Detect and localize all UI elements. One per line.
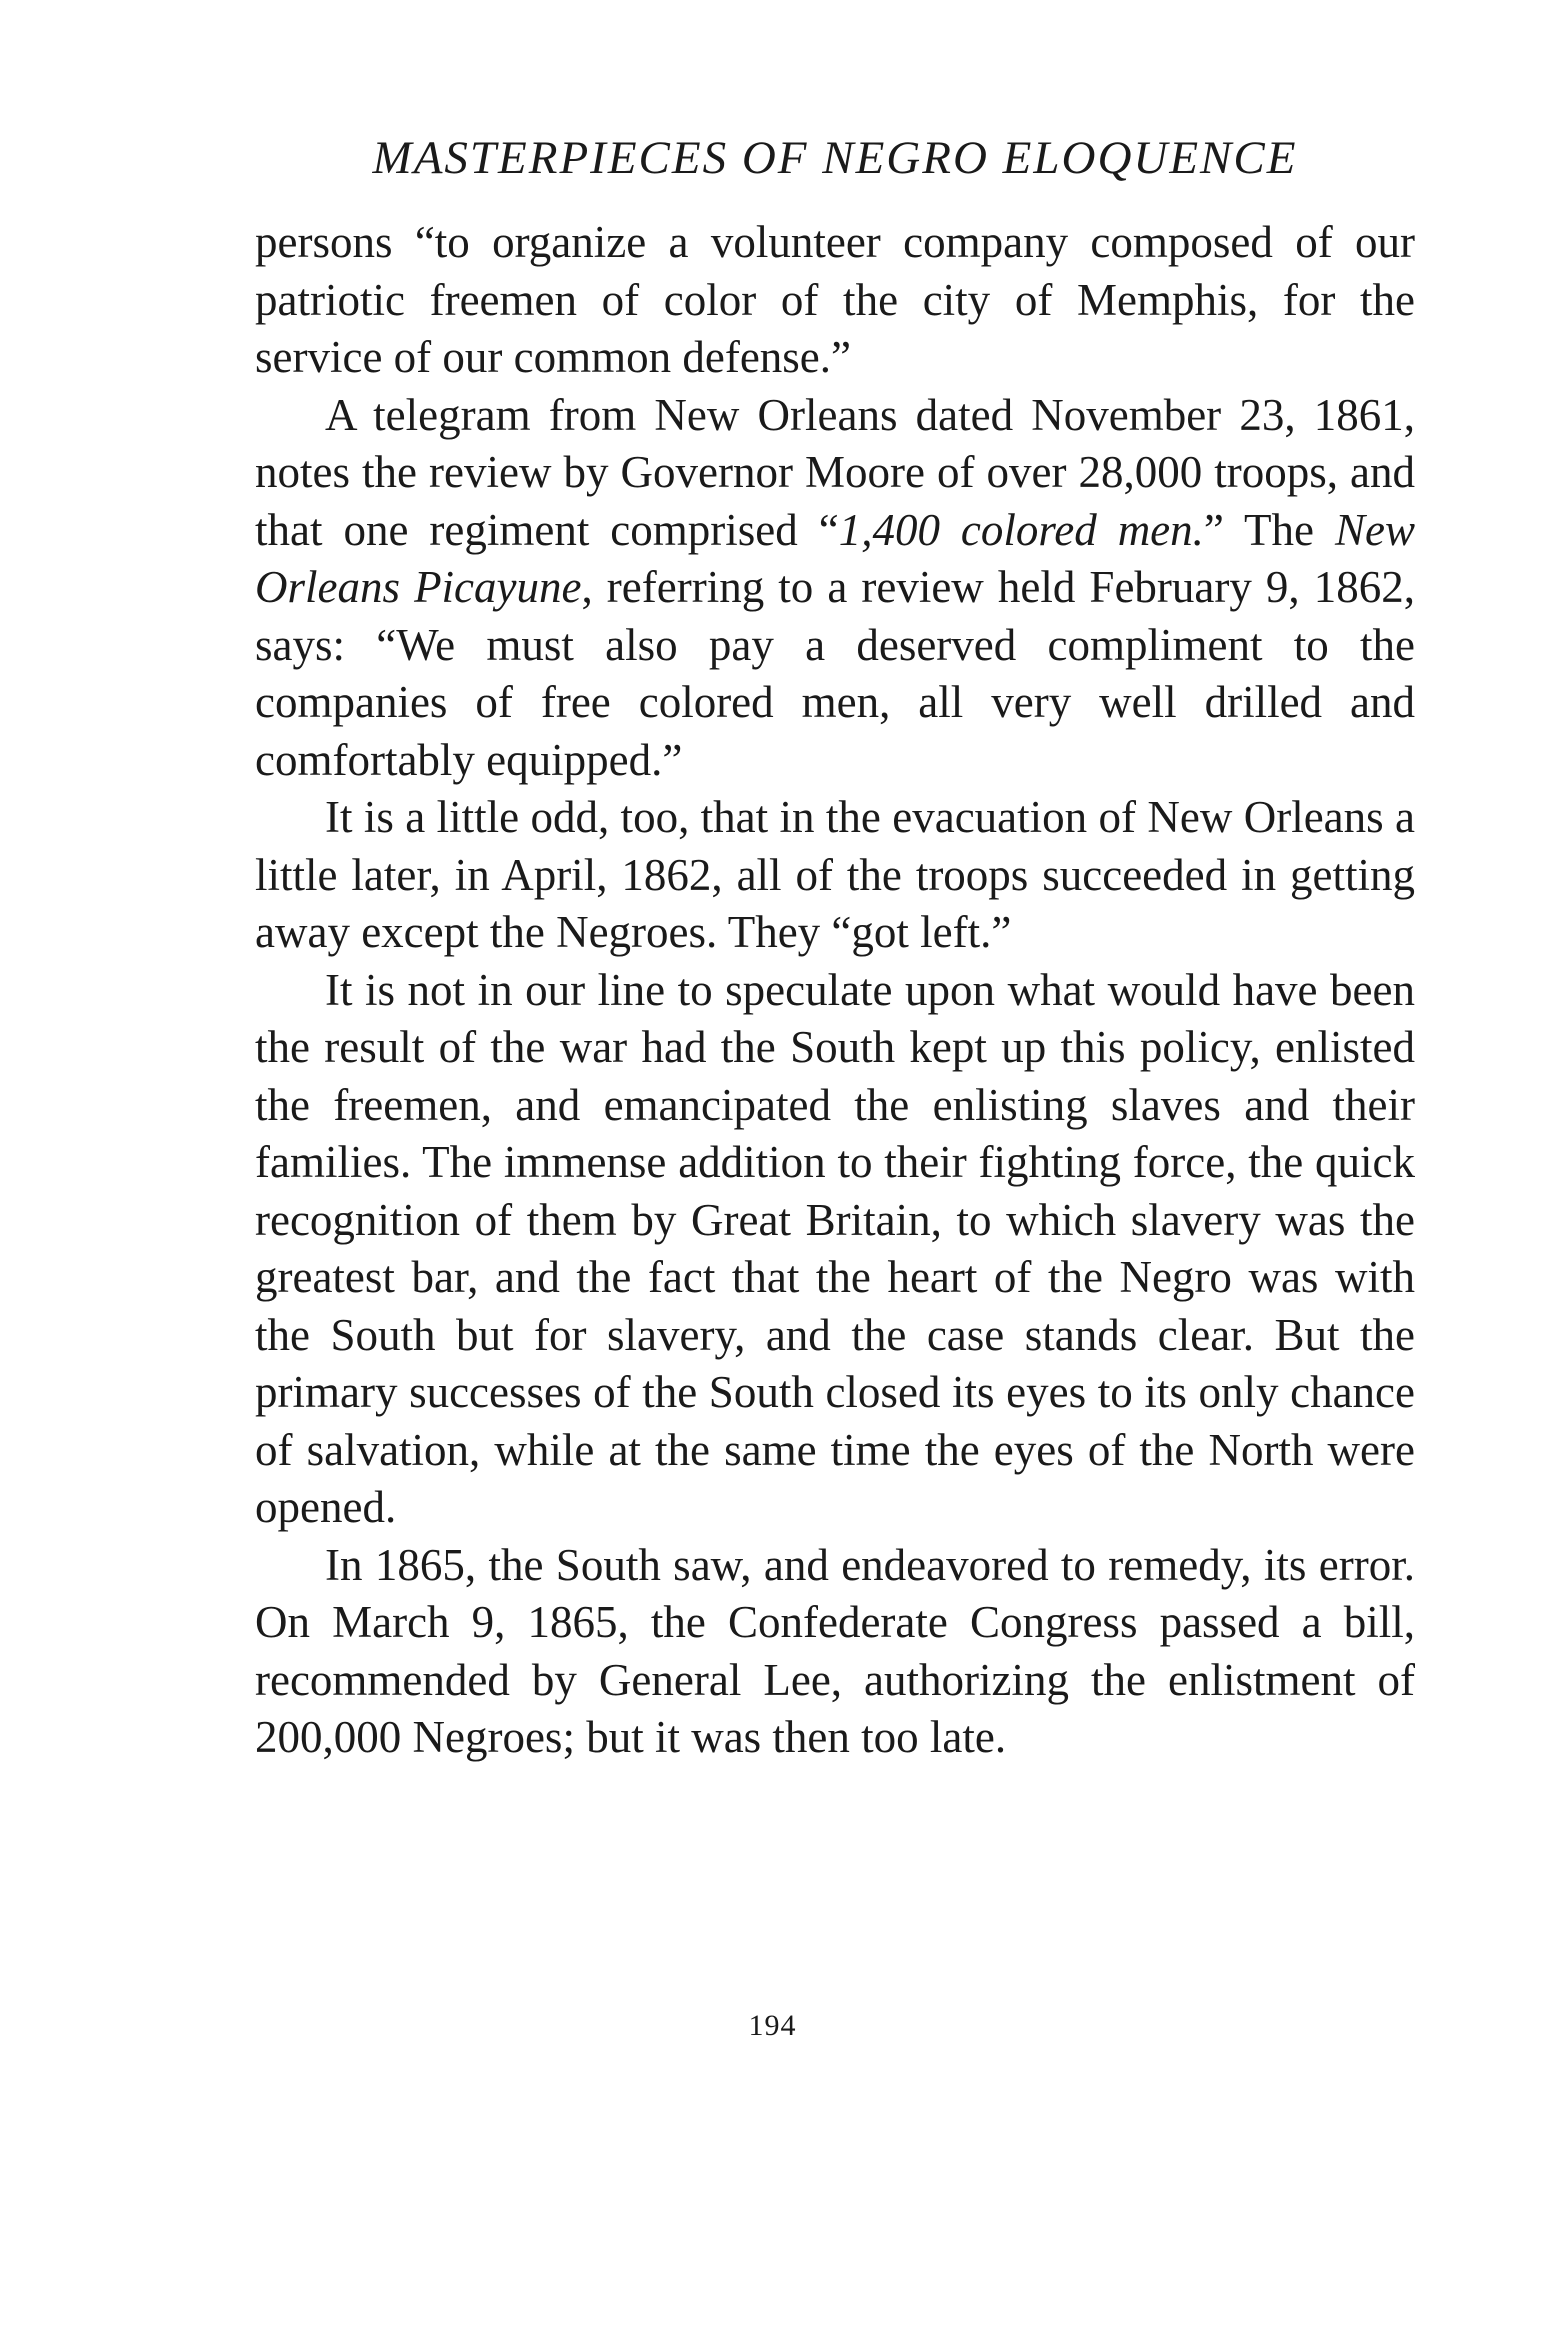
paragraph-5-text: In 1865, the South saw, and endeavored to remedy, its error. On March 9, 1865, the Confederate Congress passed a bill, recommended by General Lee, authorizing the enlistment of 200,000 Negroes; but it was then too late. [255, 1539, 1415, 1762]
paragraph-2-text-c: , referring to a review held February 9, 1862, says: “We must also pay a deserved compliment to the companies of free colored men, all very well drilled and comfortably equipped.” [255, 562, 1415, 785]
paragraph-5 [255, 1537, 1415, 1767]
paragraph-3-text: It is a little odd, too, that in the evacuation of New Orleans a little later, in April, 1862, all of the troops succeeded in getting away except the Negroes. They “got left.” [255, 792, 1415, 957]
paragraph-2-text-a: A telegram from New Orleans dated November 23, 1861, notes the review by Governor Moore of over 28,000 troops, and that one regiment comprised “ [255, 389, 1415, 555]
paragraph-1 [255, 214, 1415, 387]
paragraph-4 [255, 962, 1415, 1537]
page-number: 194 [748, 2009, 797, 2042]
paragraph-2-quote-italic: 1,400 colored men. [838, 504, 1204, 555]
paragraph-3 [255, 789, 1415, 962]
paragraph-1-text: persons “to organize a volunteer company composed of our patriotic freemen of color of the city of Memphis, for the service of our common defense.” [255, 217, 1415, 382]
paragraph-4-text: It is not in our line to speculate upon what would have been the result of the war had the South kept up this policy, enlisted the freemen, and emancipated the enlisting slaves and their families. The immense addition to their fighting force, the quick recognition of them by Great Britain, to which slavery was the greatest bar, and the fact that the heart of the Negro was with the South but for slavery, and the case stands clear. But the primary successes of the South closed its eyes to its only chance of salvation, while at the same time the eyes of the North were opened. [255, 964, 1415, 1532]
body-text [255, 214, 1415, 1767]
running-head: MASTERPIECES OF NEGRO ELOQUENCE [372, 132, 1298, 184]
book-page [255, 130, 1415, 1767]
newspaper-title-italic: New Orleans Picayune [255, 504, 1416, 612]
paragraph-2-text-b: ” The [1203, 504, 1335, 555]
paragraph-2 [255, 387, 1415, 790]
